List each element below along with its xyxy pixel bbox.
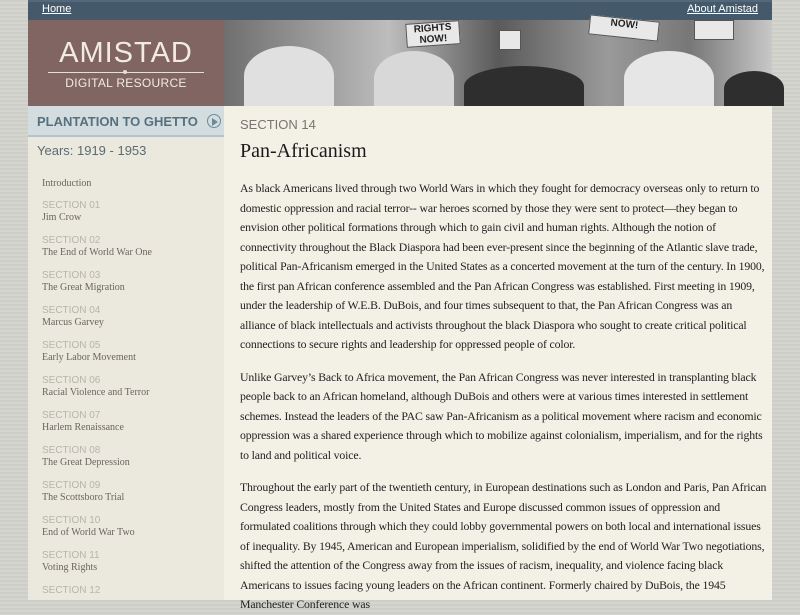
page-title: Pan-Africanism [240,140,367,162]
protest-sign [694,20,734,40]
nav-section-number: SECTION 10 [42,515,101,526]
nav-section-number: SECTION 02 [42,235,101,246]
sidebar-heading-label: PLANTATION TO GHETTO [37,114,198,129]
nav-item-section-3[interactable] [42,270,224,305]
nav-section-number: SECTION 06 [42,375,101,386]
nav-item-section-7[interactable] [42,410,224,445]
protest-sign: NOW! [588,14,660,41]
nav-section-number: SECTION 09 [42,480,101,491]
logo-subtitle: DIGITAL RESOURCE [65,76,187,90]
nav-section-number: SECTION 12 [42,585,101,596]
home-link[interactable]: Home [42,3,72,15]
nav-item-section-5[interactable] [42,340,224,375]
nav-item-section-8[interactable] [42,445,224,480]
civil-rights-protest-photo [224,17,772,106]
about-amistad-link[interactable]: About Amistad [687,3,758,15]
nav-section-name: The Scottsboro Trial [42,492,125,503]
nav-section-number: SECTION 07 [42,410,101,421]
years-range: Years: 1919 - 1953 [37,143,147,158]
nav-item-section-9[interactable] [42,480,224,515]
crowd-figure [244,46,334,106]
nav-section-name: The Great Depression [42,457,130,468]
nav-item-section-11[interactable] [42,550,224,585]
protest-sign: RIGHTS NOW! [405,20,461,48]
nav-introduction[interactable]: Introduction [42,178,92,189]
nav-section-name: Early Labor Movement [42,352,136,363]
section-nav [42,178,224,599]
body-paragraph: Throughout the early part of the twentieth century, in European destinations such as London and Paris, Pan African Congress leaders, mostly from the United States and Europe discussed common issues of oppression and formulated coalitions through which they could lobby governmental powers on both local and international issues of inequality. By 1945, American and European imperialism, solidified by the end of World War Two negotiations, shifted the attention of the Congress away from the issues of racism, inequality, and violence facing black Americans to issues facing young leaders on the African continent. Formerly chaired by DuBois, the 1945 Manchester Conference was [240,480,767,611]
nav-section-number: SECTION 01 [42,200,101,211]
nav-section-name: The Great Migration [42,282,125,293]
sidebar [28,106,224,600]
nav-section-number: SECTION 11 [42,550,100,561]
nav-section-name: Marcus Garvey [42,317,104,328]
main-content [240,106,770,615]
protest-sign [499,30,521,50]
nav-item-section-1[interactable] [42,200,224,235]
nav-section-name: Jim Crow [42,212,82,223]
nav-item-section-2[interactable] [42,235,224,270]
body-paragraph: As black Americans lived through two World Wars in which they fought for democracy overseas only to return to domestic oppression and racial terror-- war heroes scorned by those they were sent to protect—they began to envision other political formations through which to gain civil and human rights. Although the notion of connectivity throughout the Black Diaspora had been ever-present since the beginning of the Atlantic slave trade, political Pan-Africanism emerged in the United States as a concerted movement at the turn of the century. In 1900, the first pan African conference assembled and the Pan African Congress was established. First meeting in 1909, under the leadership of W.E.B. DuBois, and four times subsequent to that, the Pan African Congress was an alliance of black intellectuals and activists throughout the black Diaspora who sought to create critical political connections to secure rights and leadership for oppressed people of color. [240,181,765,351]
nav-item-section-4[interactable] [42,305,224,340]
nav-item-section-6[interactable] [42,375,224,410]
crowd-figure [624,51,714,106]
crowd-figure [464,66,584,106]
sidebar-heading[interactable] [28,106,224,137]
logo-title: AMISTAD [59,37,193,69]
nav-section-number: SECTION 05 [42,340,101,351]
body-paragraph: Unlike Garvey’s Back to Africa movement, the Pan African Congress was never interested in transplanting black people back to an African homeland, although DuBois and others were at various times interested in settlement schemes. Instead the leaders of the PAC saw Pan-Africanism as a political movement where racism and economic oppression was a shared experience through which to mobilize against colonialism, imperialism, and for the rights to land and political voice. [240,369,763,462]
top-nav-bar [28,0,772,20]
page-container [28,0,772,611]
nav-item-section-12[interactable] [42,585,224,599]
crowd-figure [724,71,784,106]
play-icon[interactable] [207,114,221,128]
nav-section-number: SECTION 03 [42,270,101,281]
amistad-logo[interactable] [28,20,224,106]
nav-section-name: Harlem Renaissance [42,422,124,433]
logo-divider [48,72,204,73]
nav-section-number: SECTION 04 [42,305,101,316]
crowd-figure [374,51,454,106]
section-label: SECTION 14 [240,117,316,132]
nav-section-name: Racial Violence and Terror [42,387,150,398]
nav-section-name: Voting Rights [42,562,98,573]
nav-section-name: The End of World War One [42,247,152,258]
nav-section-number: SECTION 08 [42,445,101,456]
nav-section-name: End of World War Two [42,527,135,538]
nav-item-section-10[interactable] [42,515,224,550]
